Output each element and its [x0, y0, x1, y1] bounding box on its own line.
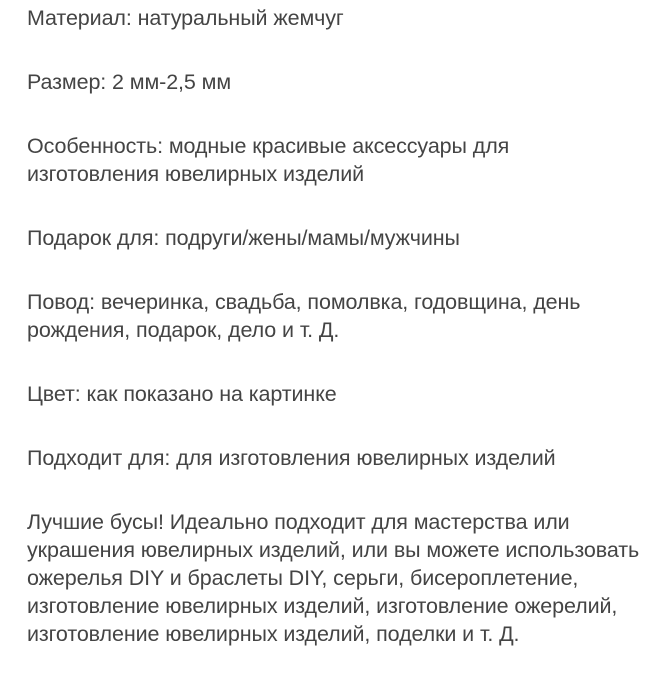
feature-text: Особенность: модные красивые аксессуары для изготовления ювелирных изделий	[27, 134, 510, 186]
size-text: Размер: 2 мм-2,5 мм	[27, 70, 232, 94]
suitable-for-text: Подходит для: для изготовления ювелирных изделий	[27, 446, 556, 470]
material-text: Материал: натуральный жемчуг	[27, 6, 344, 30]
summary-text: Лучшие бусы! Идеально подходит для мастерства или украшения ювелирных изделий, или вы можете использовать ожерелья DIY и браслеты DIY, серьги, бисероплетение, изготовление ювелирных изделий, изготовление ожерелий, изготовление ювелирных изделий, поделки и т. Д.	[27, 510, 640, 646]
occasion-text: Повод: вечеринка, свадьба, помолвка, годовщина, день рождения, подарок, дело и т. Д.	[27, 290, 581, 342]
gift-for-text: Подарок для: подруги/жены/мамы/мужчины	[27, 226, 460, 250]
color-text: Цвет: как показано на картинке	[27, 382, 337, 406]
product-description	[27, 4, 642, 648]
